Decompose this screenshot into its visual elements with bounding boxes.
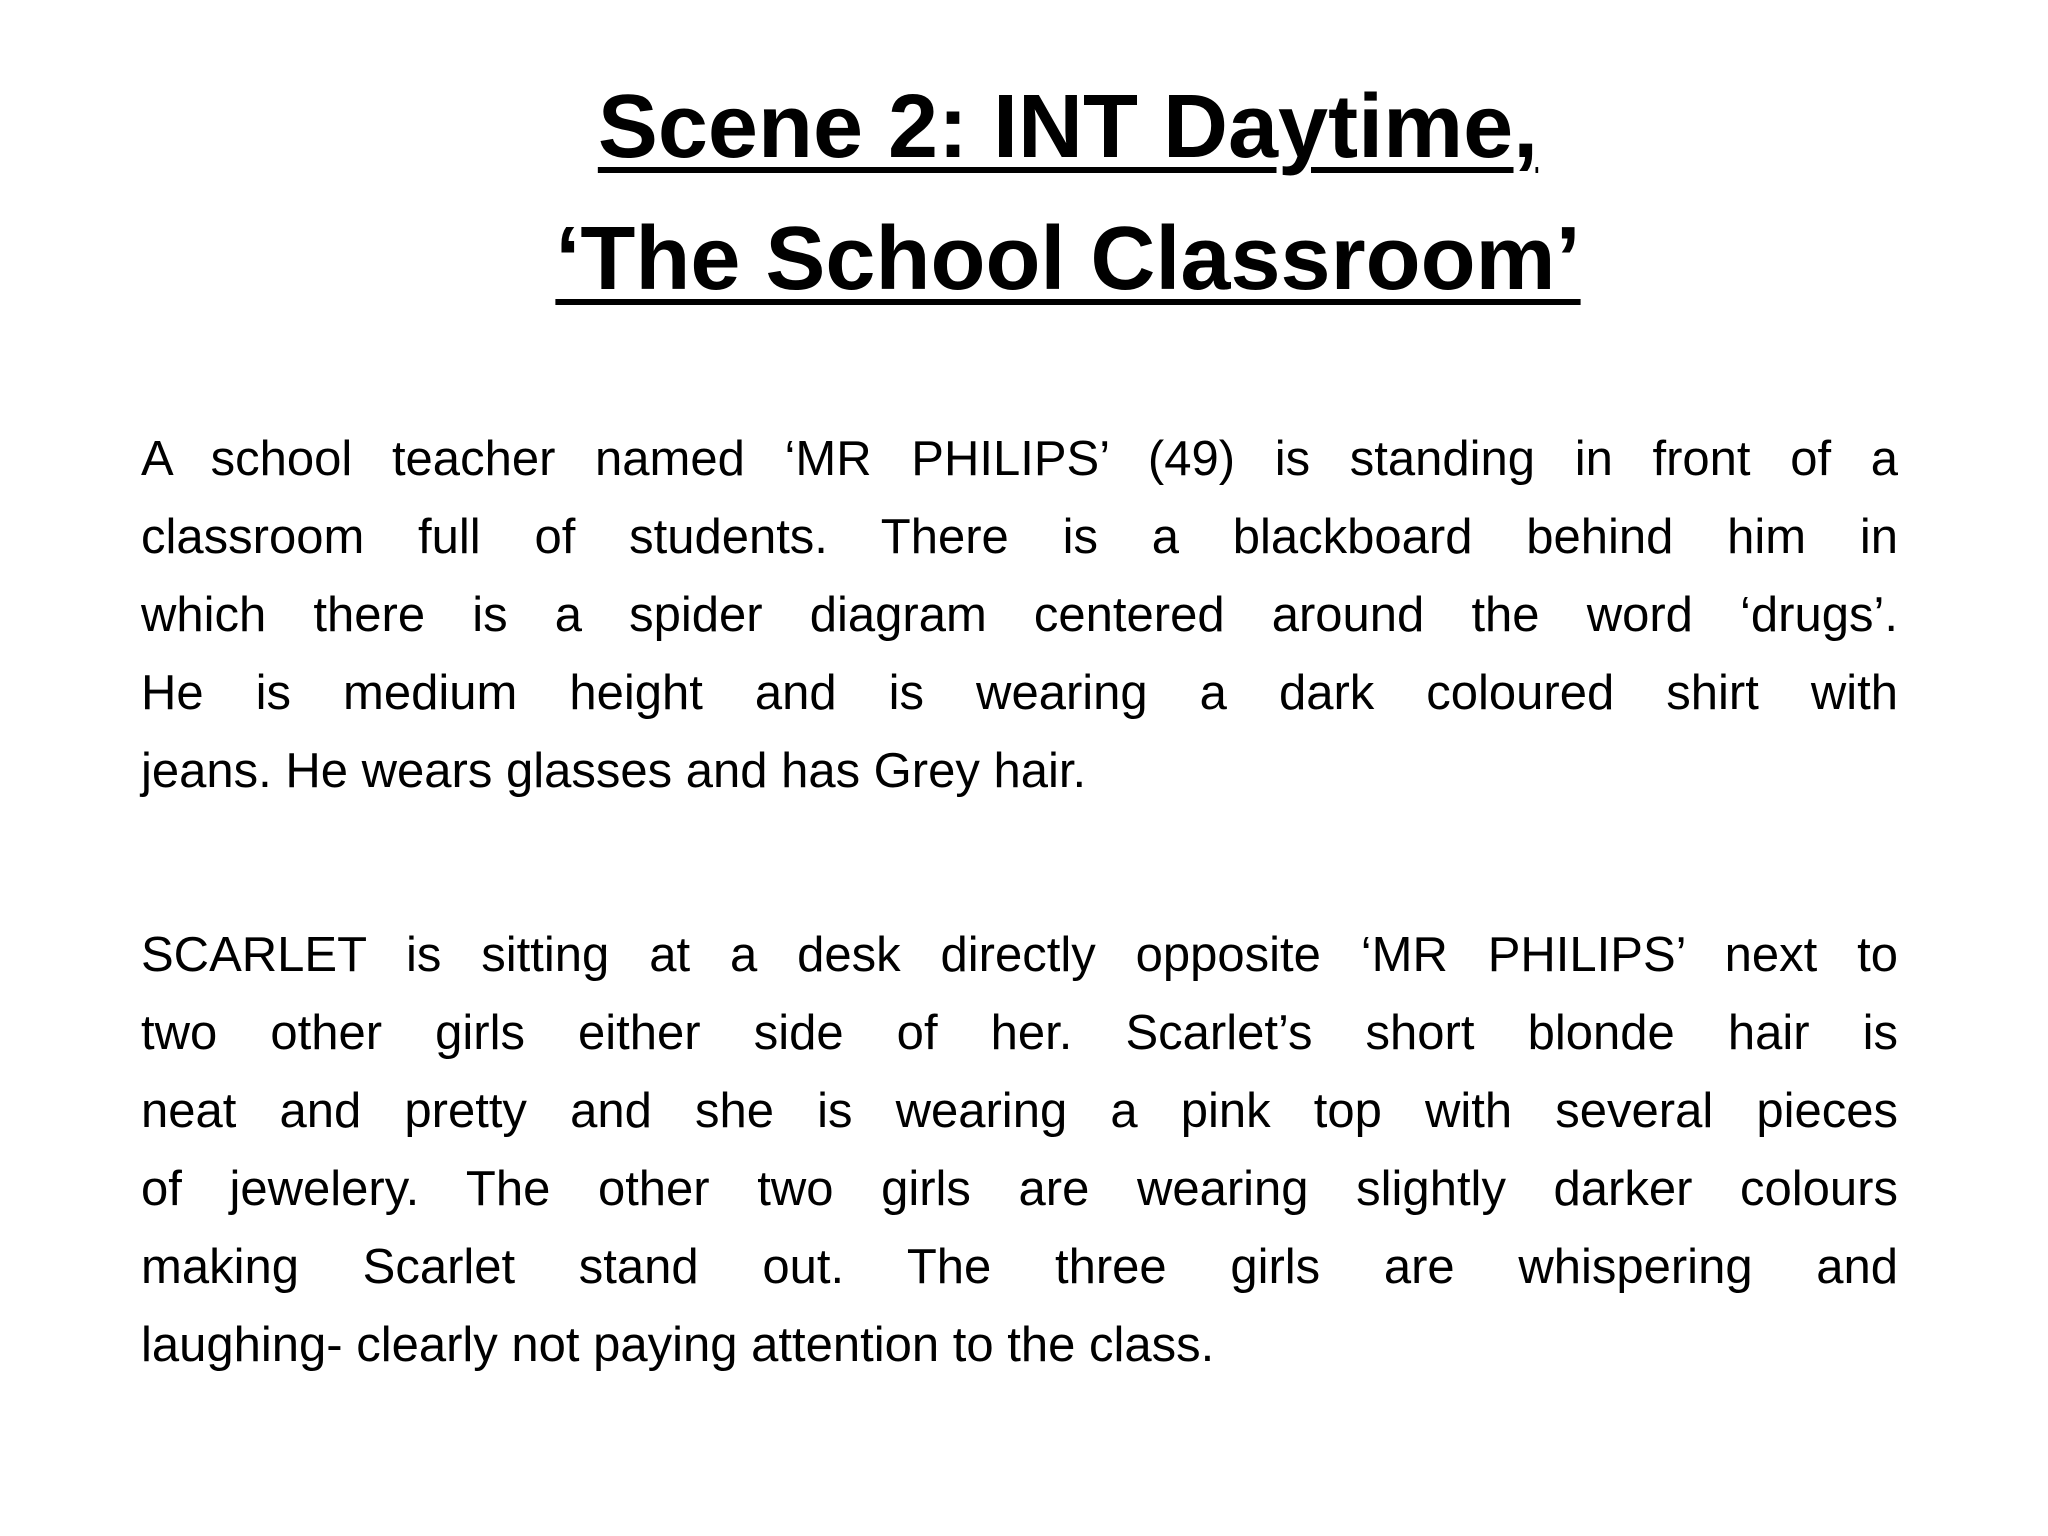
- location-title-text: ‘The School Classroom’: [555, 209, 1581, 309]
- text-line: two other girls either side of her. Scarlet’s short blonde hair is: [141, 1006, 1898, 1060]
- text-line: classroom full of students. There is a blackboard behind him in: [141, 510, 1898, 564]
- text-line: A school teacher named ‘MR PHILIPS’ (49) is standing in front of a: [141, 432, 1898, 486]
- scene-title-line-1: [0, 77, 2048, 177]
- text-line: of jewelery. The other two girls are wearing slightly darker colours: [141, 1162, 1898, 1216]
- paragraph-mr-philips: [141, 420, 1898, 810]
- text-line: jeans. He wears glasses and has Grey hair.: [141, 744, 1087, 798]
- scene-title-line-2: [0, 209, 2048, 309]
- text-line: making Scarlet stand out. The three girls are whispering and: [141, 1240, 1898, 1294]
- text-line: laughing- clearly not paying attention to the class.: [141, 1318, 1215, 1372]
- text-line: He is medium height and is wearing a dark coloured shirt with: [141, 666, 1898, 720]
- text-line: which there is a spider diagram centered around the word ‘drugs’.: [141, 588, 1898, 642]
- scene-title-text: Scene 2: INT Daytime,: [597, 77, 1539, 177]
- text-line: SCARLET is sitting at a desk directly opposite ‘MR PHILIPS’ next to: [141, 928, 1898, 982]
- paragraph-scarlet: [141, 916, 1898, 1384]
- text-line: neat and pretty and she is wearing a pink top with several pieces: [141, 1084, 1898, 1138]
